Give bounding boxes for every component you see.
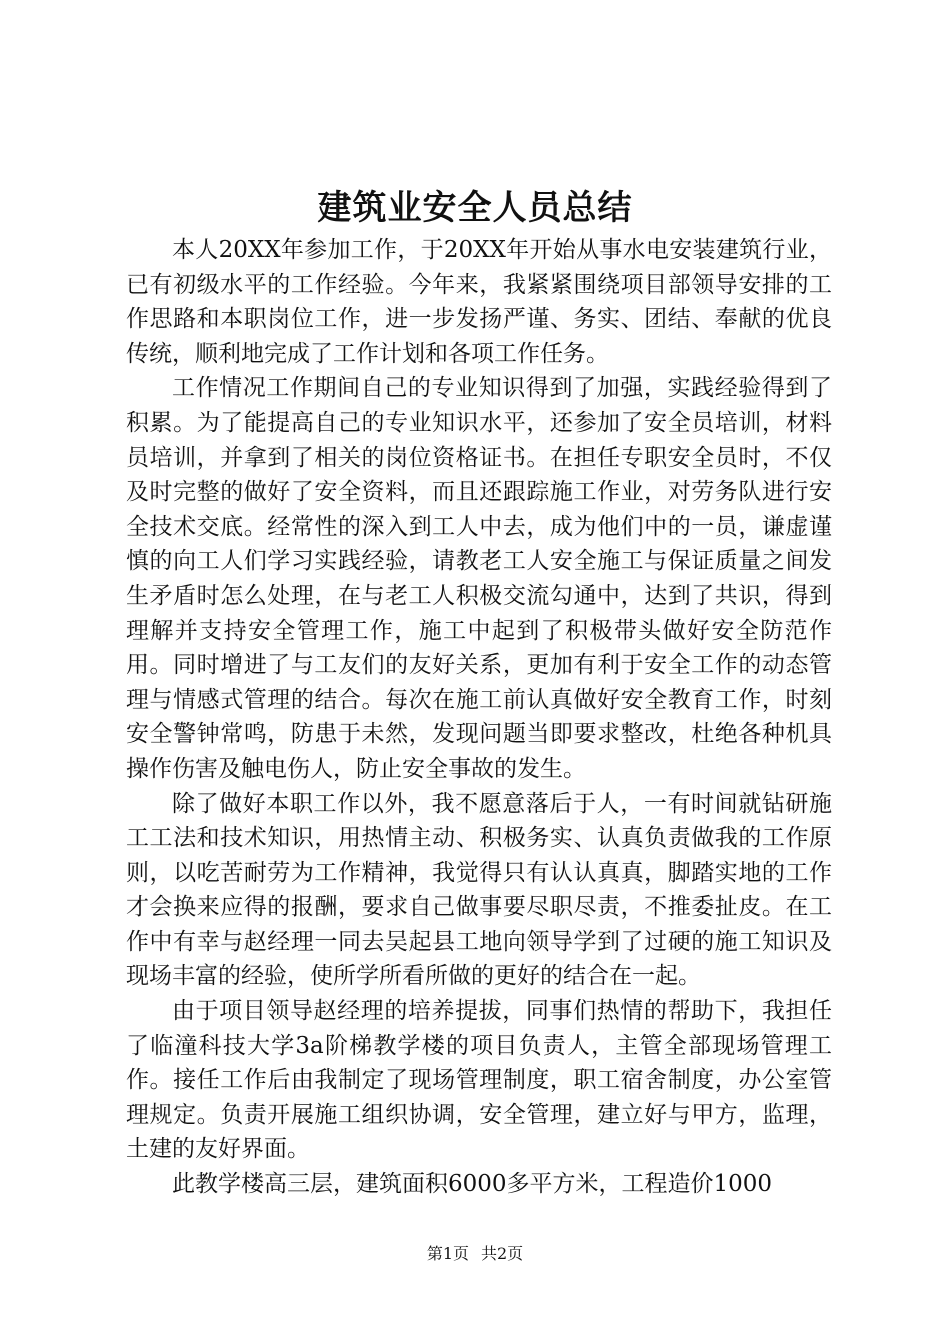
document-body <box>126 233 832 1202</box>
paragraph-3: 除了做好本职工作以外，我不愿意落后于人，一有时间就钻研施工工法和技术知识，用热情主动、积极务实、认真负责做我的工作原则，以吃苦耐劳为工作精神，我觉得只有认认真真，脚踏实地的工作才会换来应得的报酬，要求自己做事要尽职尽责，不推委扯皮。在工作中有幸与赵经理一同去吴起县工地向领导学到了过硬的施工知识及现场丰富的经验，使所学所看所做的更好的结合在一起。 <box>126 790 832 990</box>
page-footer <box>0 1243 950 1265</box>
page-total: 共2页 <box>481 1244 524 1263</box>
page-number: 第1页 <box>426 1244 469 1263</box>
paragraph-1: 本人20XX年参加工作，于20XX年开始从事水电安装建筑行业，已有初级水平的工作经验。今年来，我紧紧围绕项目部领导安排的工作思路和本职岗位工作，进一步发扬严谨、务实、团结、奉献的优良传统，顺利地完成了工作计划和各项工作任务。 <box>126 237 832 367</box>
paragraph-4: 由于项目领导赵经理的培养提拔，同事们热情的帮助下，我担任了临潼科技大学3a阶梯教学楼的项目负责人，主管全部现场管理工作。接任工作后由我制定了现场管理制度，职工宿舍制度，办公室管理规定。负责开展施工组织协调，安全管理，建立好与甲方，监理，土建的友好界面。 <box>126 998 832 1163</box>
paragraph-5: 此教学楼高三层，建筑面积6000多平方米，工程造价1000 <box>172 1171 773 1198</box>
document-title: 建筑业安全人员总结 <box>317 188 633 228</box>
paragraph-2: 工作情况工作期间自己的专业知识得到了加强，实践经验得到了积累。为了能提高自己的专业知识水平，还参加了安全员培训，材料员培训，并拿到了相关的岗位资格证书。在担任专职安全员时，不仅及时完整的做好了安全资料，而且还跟踪施工作业，对劳务队进行安全技术交底。经常性的深入到工人中去，成为他们中的一员，谦虚谨慎的向工人们学习实践经验，请教老工人安全施工与保证质量之间发生矛盾时怎么处理，在与老工人积极交流勾通中，达到了共识，得到理解并支持安全管理工作，施工中起到了积极带头做好安全防范作用。同时增进了与工友们的友好关系，更加有利于安全工作的动态管理与情感式管理的结合。每次在施工前认真做好安全教育工作，时刻安全警钟常鸣，防患于未然，发现问题当即要求整改，杜绝各种机具操作伤害及触电伤人，防止安全事故的发生。 <box>126 375 832 782</box>
